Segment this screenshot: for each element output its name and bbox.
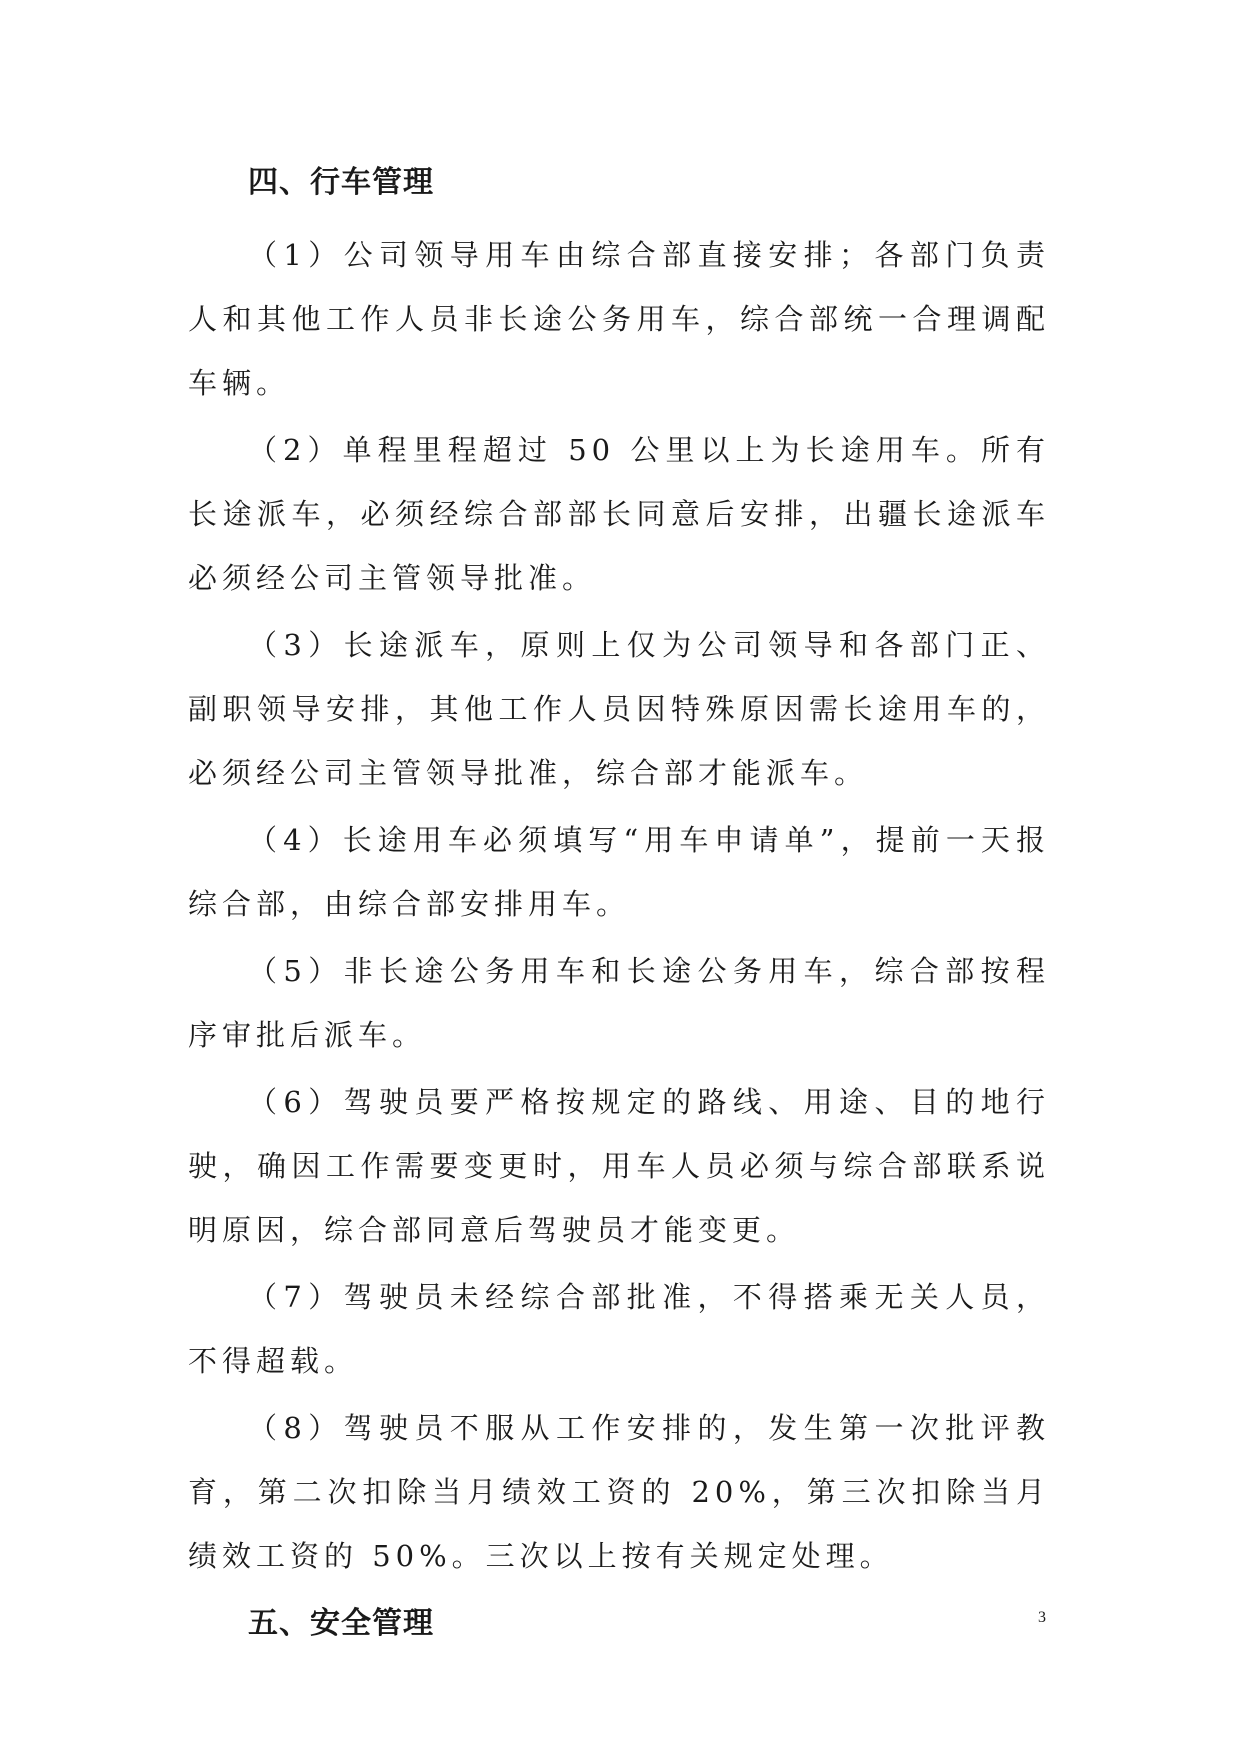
page-number: 3 [1038, 1609, 1046, 1626]
document-body [188, 153, 1050, 1654]
paragraph-6: （6）驾驶员要严格按规定的路线、用途、目的地行驶，确因工作需要变更时，用车人员必须与综合部联系说明原因，综合部同意后驾驶员才能变更。 [188, 1085, 1050, 1247]
paragraph-2: （2）单程里程超过 50 公里以上为长途用车。所有长途派车，必须经综合部部长同意后安排，出疆长途派车必须经公司主管领导批准。 [188, 433, 1050, 595]
paragraph-3: （3）长途派车，原则上仅为公司领导和各部门正、副职领导安排，其他工作人员因特殊原因需长途用车的，必须经公司主管领导批准，综合部才能派车。 [188, 628, 1050, 790]
paragraph-5: （5）非长途公务用车和长途公务用车，综合部按程序审批后派车。 [188, 954, 1050, 1052]
paragraph-4: （4）长途用车必须填写“用车申请单”，提前一天报综合部，由综合部安排用车。 [188, 823, 1050, 921]
paragraph-8: （8）驾驶员不服从工作安排的，发生第一次批评教育，第二次扣除当月绩效工资的 20%，第三次扣除当月绩效工资的 50%。三次以上按有关规定处理。 [188, 1411, 1050, 1573]
section-heading-safety-management: 五、安全管理 [248, 1606, 434, 1641]
section-heading-driving-management: 四、行车管理 [248, 165, 434, 200]
paragraph-7: （7）驾驶员未经综合部批准，不得搭乘无关人员，不得超载。 [188, 1280, 1050, 1378]
paragraph-1: （1）公司领导用车由综合部直接安排；各部门负责人和其他工作人员非长途公务用车，综合部统一合理调配车辆。 [188, 238, 1050, 400]
